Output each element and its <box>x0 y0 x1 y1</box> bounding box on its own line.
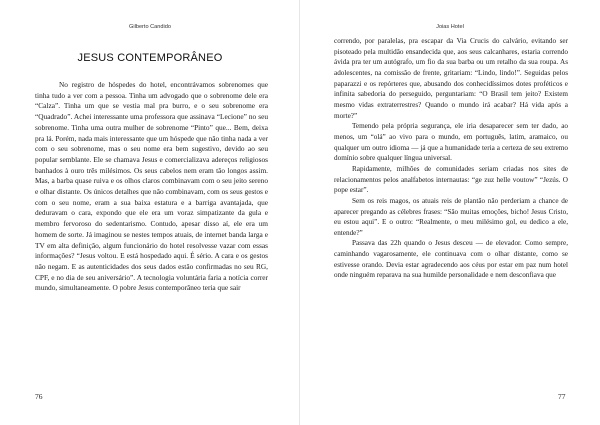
running-head-author: Gilberto Candido <box>129 24 171 30</box>
page-number: 76 <box>35 392 43 401</box>
paragraph: Passava das 22h quando o Jesus desceu — de elevador. Como sempre, caminhando vagarosamente, ele continuava com o olhar distante, como se estivesse orando. Devia estar agradecendo aos céus por estar em paz num hotel onde ninguém reparava na sua humilde personalidade e nem desconfiava que <box>334 239 568 280</box>
right-page <box>300 0 600 425</box>
right-body-text <box>334 36 568 281</box>
paragraph: No registro de hóspedes do hotel, encontrávamos sobrenomes que tinha tudo a ver com a pessoa. Tinha um advogado que o sobrenome dele era “Calza”. Tinha um que se vestia mal pra burro, e o seu sobrenome era “Quadrado”. Achei interessante uma professora que assinava “Lecione” no seu sobrenome. Tinha uma outra mulher de sobrenome “Pinto” que... Bem, deixa pra lá. Porém, nada mais interessante que um hóspede que não tinha nada a ver com o seu sobrenome, mas o seu nome era bem sugestivo, devido ao seu popular semblante. Ele se chamava Jesus e comercializava adereços religiosos banhados à ouro três milésimos. Os seus cabelos nem eram tão longos assim. Mas, a barba quase ruiva e os olhos claros combinavam com o seu jeito sereno e olhar distante. Os únicos detalhes que não combinavam, com os seus gestos e com o seu nome, eram a sua baixa estatura e a barriga avantajada, que deduravam o cara, expondo que ele era um voraz simpatizante da gula e membro fervoroso do sedentarismo. Contudo, apesar disso aí, ele era um homem de sorte. Já imaginou se nestes tempos atuais, de internet banda larga e TV em alta definição, algum funcionário do hotel resolvesse vazar com essas informações? “Jesus voltou. E está hospedado aqui. É sério. A cara e os gestos não negam. E as autenticidades dos seus dados estão confirmadas no seu RG, CPF, e no dia de seu aniversário”. A tecnologia voluntária faria a notícia correr mundo, simultaneamente. O pobre Jesus contemporâneo teria que sair <box>35 80 268 293</box>
paragraph: correndo, por paralelas, pra escapar da Via Crucis do calvário, evitando ser pisoteado pela multidão ensandecida que, aos seus calcanhares, estaria correndo ávida pra ter um autógrafo, um fio da sua barba ou um retalho da sua roupa. As adolescentes, na comissão de frente, gritariam: “Lindo, lindo!”. Seguidas pelos paparazzi e os repórteres que, abusando dos conhecidíssimos dotes proféticos e infinita sabedoria do perseguido, perguntariam: “O Brasil tem jeito? Existem mesmo vidas extraterrestres? Quando o mundo irá acabar? Há vida após a morte?” <box>334 37 568 120</box>
page-number: 77 <box>558 392 566 401</box>
paragraph: Temendo pela própria segurança, ele iria desaparecer sem ter dado, ao menos, um “olá” ao vivo para o mundo, em português, latim, aramaico, ou qualquer um outro idioma — já que a humanidade teria a certeza de seu extremo domínio sobre qualquer língua universal. <box>334 122 568 163</box>
left-body-text <box>35 80 268 294</box>
running-head-title: Joias Hotel <box>436 24 464 30</box>
chapter-title: JESUS CONTEMPORÂNEO <box>77 52 223 64</box>
paragraph: Rapidamente, milhões de comunidades seriam criadas nos sites de relacionamentos pelos analfabetos internautas: “ge zuz helle voutow” “Jezús. O pope estar”. <box>334 164 568 195</box>
paragraph: Sem os reis magos, os atuais reis de plantão não perderiam a chance de aparecer pregando as célebres frases: “São muitas emoções, bicho! Jesus Cristo, eu estou aqui”. E o outro: “Realmente, o meu milésimo gol, eu dedico a ele, entende?” <box>334 196 568 237</box>
